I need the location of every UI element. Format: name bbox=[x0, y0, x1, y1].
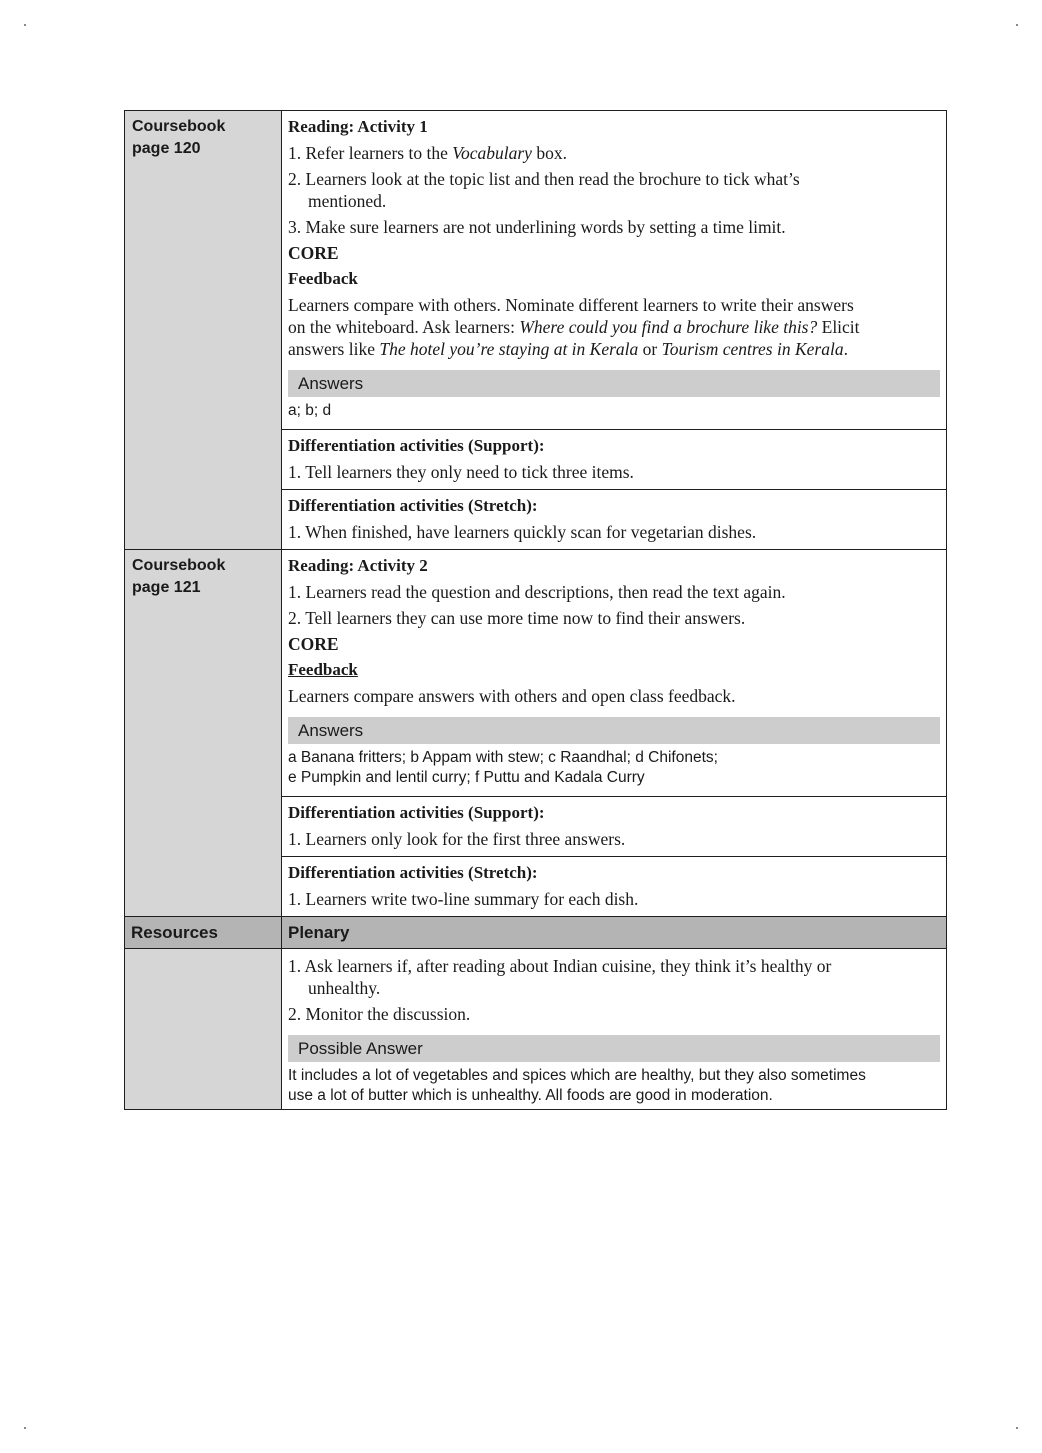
answers-heading: Answers bbox=[288, 717, 940, 744]
crop-mark bbox=[24, 1427, 26, 1429]
stretch-item: 1. When finished, have learners quickly scan for vegetarian dishes. bbox=[288, 522, 757, 542]
resources-empty-cell bbox=[125, 949, 282, 1110]
lesson-plan-table bbox=[124, 110, 947, 1110]
step-item: 2. Tell learners they can use more time now to find their answers. bbox=[288, 608, 746, 628]
plenary-cell bbox=[282, 949, 947, 1110]
resources-label: Resources bbox=[125, 917, 282, 949]
support-item: 1. Learners only look for the first three answers. bbox=[288, 829, 626, 849]
feedback-text: Learners compare with others. Nominate different learners to write their answers on the whiteboard. Ask learners: Where could you find a brochure like this? Elicit answers like The hotel you’re staying at in Kerala or Tourism centres in Kerala. bbox=[288, 295, 860, 359]
stretch-cell bbox=[282, 490, 947, 550]
step-item: 2. Monitor the discussion. bbox=[288, 1004, 471, 1024]
feedback-heading: Feedback bbox=[288, 660, 358, 679]
support-cell bbox=[282, 797, 947, 857]
stretch-heading: Differentiation activities (Stretch): bbox=[288, 863, 538, 882]
feedback-text: Learners compare answers with others and open class feedback. bbox=[288, 686, 736, 706]
answers-text: a Banana fritters; b Appam with stew; c Raandhal; d Chifonets; e Pumpkin and lentil curry; f Puttu and Kadala Curry bbox=[288, 749, 718, 786]
activity-2-cell bbox=[282, 550, 947, 797]
coursebook-page-120-cell bbox=[125, 111, 282, 550]
possible-answer-text: It includes a lot of vegetables and spices which are healthy, but they also sometimes use a lot of butter which is unhealthy. All foods are good in moderation. bbox=[288, 1067, 866, 1104]
step-item: 2. Learners look at the topic list and then read the brochure to tick what’s mentioned. bbox=[288, 169, 800, 211]
possible-answer-heading: Possible Answer bbox=[288, 1035, 940, 1062]
core-label: CORE bbox=[288, 634, 339, 654]
step-item: 1. Ask learners if, after reading about Indian cuisine, they think it’s healthy or unhealthy. bbox=[288, 956, 832, 998]
support-item: 1. Tell learners they only need to tick three items. bbox=[288, 462, 634, 482]
step-item: 1. Learners read the question and descriptions, then read the text again. bbox=[288, 582, 786, 602]
stretch-item: 1. Learners write two-line summary for each dish. bbox=[288, 889, 639, 909]
stretch-cell bbox=[282, 857, 947, 917]
activity-2-row bbox=[125, 550, 947, 797]
plenary-heading: Plenary bbox=[282, 917, 947, 949]
crop-mark bbox=[1016, 1427, 1018, 1429]
answers-heading: Answers bbox=[288, 370, 940, 397]
activity-1-cell bbox=[282, 111, 947, 430]
step-item: 1. Refer learners to the Vocabulary box. bbox=[288, 143, 567, 163]
activity-title: Reading: Activity 1 bbox=[288, 117, 428, 136]
support-heading: Differentiation activities (Support): bbox=[288, 803, 545, 822]
side-page: page 120 bbox=[132, 140, 201, 157]
step-item: 3. Make sure learners are not underlining words by setting a time limit. bbox=[288, 217, 786, 237]
coursebook-page-121-cell bbox=[125, 550, 282, 917]
support-cell bbox=[282, 430, 947, 490]
side-label: Coursebook bbox=[132, 557, 226, 574]
core-label: CORE bbox=[288, 243, 339, 263]
activity-1-row bbox=[125, 111, 947, 430]
plenary-row bbox=[125, 949, 947, 1110]
stretch-heading: Differentiation activities (Stretch): bbox=[288, 496, 538, 515]
activity-title: Reading: Activity 2 bbox=[288, 556, 428, 575]
side-label: Coursebook bbox=[132, 118, 226, 135]
support-heading: Differentiation activities (Support): bbox=[288, 436, 545, 455]
side-page: page 121 bbox=[132, 579, 201, 596]
crop-mark bbox=[24, 24, 26, 26]
resources-header-row bbox=[125, 917, 947, 949]
feedback-heading: Feedback bbox=[288, 269, 358, 288]
crop-mark bbox=[1016, 24, 1018, 26]
answers-text: a; b; d bbox=[288, 402, 332, 419]
